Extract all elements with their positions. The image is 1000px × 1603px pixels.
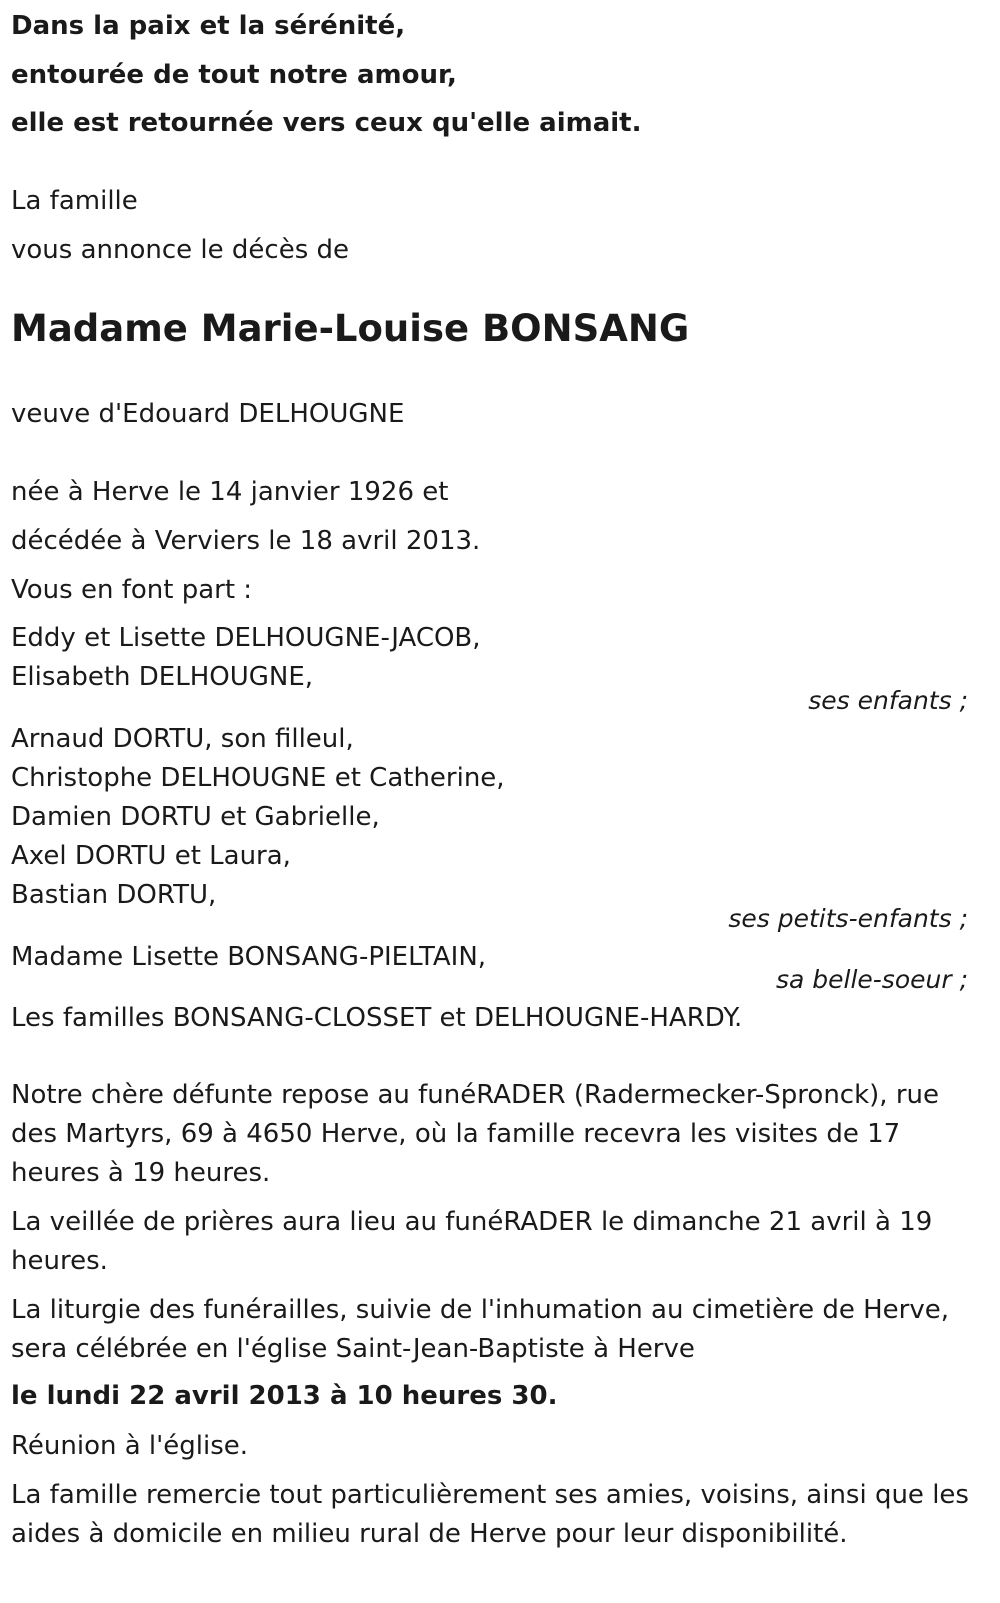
families: Les familles BONSANG-CLOSSET et DELHOUGNE-HARDY. <box>11 1003 743 1033</box>
sister-in-law-role: sa belle-soeur ; <box>775 965 968 994</box>
grandchild-1: Arnaud DORTU, son filleul, <box>11 724 354 754</box>
vigil-paragraph: La veillée de prières aura lieu au funéRADER le dimanche 21 avril à 19 heures. <box>11 1207 933 1276</box>
grandchild-3: Damien DORTU et Gabrielle, <box>11 802 380 832</box>
sister-in-law: Madame Lisette BONSANG-PIELTAIN, <box>11 942 487 972</box>
birth-info: née à Herve le 14 janvier 1926 et <box>11 477 449 507</box>
meeting-paragraph: Réunion à l'église. <box>11 1431 249 1461</box>
grandchild-4: Axel DORTU et Laura, <box>11 841 291 871</box>
widow-of: veuve d'Edouard DELHOUGNE <box>11 399 405 429</box>
announce-line-1: La famille <box>11 186 138 216</box>
liturgy-paragraph: La liturgie des funérailles, suivie de l'inhumation au cimetière de Herve, sera célébrée en l'église Saint-Jean-Baptiste à Herve <box>11 1295 950 1364</box>
share-intro: Vous en font part : <box>11 575 253 605</box>
grandchild-2: Christophe DELHOUGNE et Catherine, <box>11 763 505 793</box>
grandchildren-role: ses petits-enfants ; <box>728 904 968 933</box>
ceremony-date: le lundi 22 avril 2013 à 10 heures 30. <box>11 1381 558 1411</box>
thanks-paragraph: La famille remercie tout particulièrement ses amies, voisins, ainsi que les aides à domicile en milieu rural de Herve pour leur disponibilité. <box>11 1480 969 1549</box>
intro-line-2: entourée de tout notre amour, <box>11 60 457 90</box>
deceased-name: Madame Marie-Louise BONSANG <box>11 307 690 350</box>
intro-line-1: Dans la paix et la sérénité, <box>11 11 406 41</box>
grandchild-5: Bastian DORTU, <box>11 880 217 910</box>
child-2: Elisabeth DELHOUGNE, <box>11 662 314 692</box>
children-role: ses enfants ; <box>808 686 968 715</box>
visits-paragraph: Notre chère défunte repose au funéRADER (Radermecker-Spronck), rue des Martyrs, 69 à 4650 Herve, où la famille recevra les visites de 17 heures à 19 heures. <box>11 1080 939 1188</box>
intro-line-3: elle est retournée vers ceux qu'elle aimait. <box>11 108 642 138</box>
announce-line-2: vous annonce le décès de <box>11 235 349 265</box>
death-info: décédée à Verviers le 18 avril 2013. <box>11 526 481 556</box>
child-1: Eddy et Lisette DELHOUGNE-JACOB, <box>11 623 481 653</box>
